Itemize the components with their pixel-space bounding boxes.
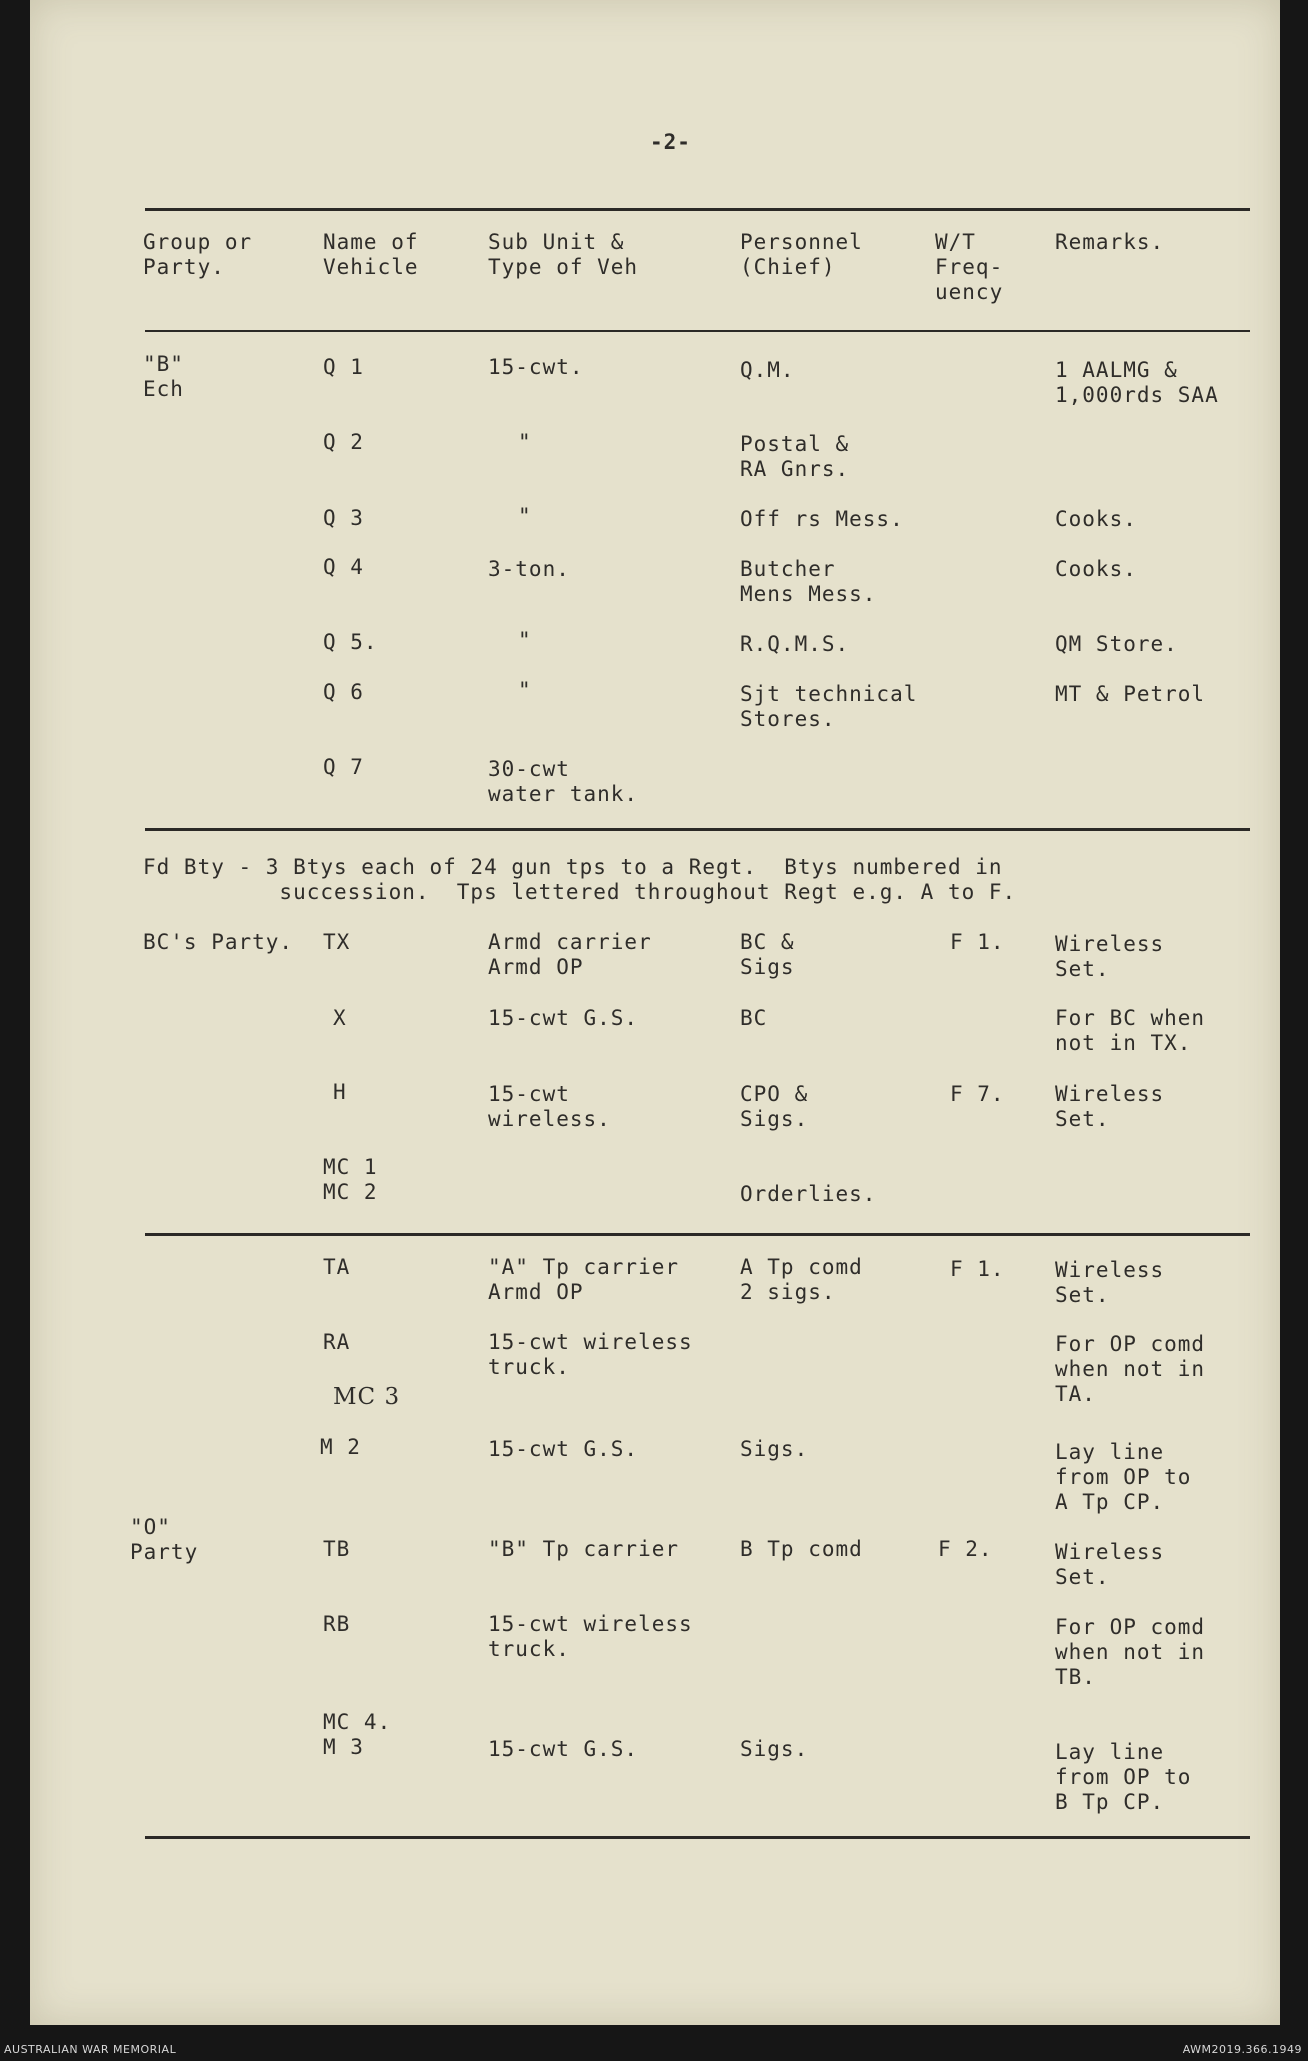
o-freq-5: F 2. — [938, 1537, 993, 1561]
b-ech-type-3: " — [518, 504, 532, 528]
b-ech-pers-2: Postal & RA Gnrs. — [740, 432, 850, 481]
bc-remarks-1: Wireless Set. — [1055, 932, 1165, 981]
bc-type-1: Armd carrier Armd OP — [488, 930, 652, 979]
b-ech-bottom-rule — [145, 828, 1250, 831]
o-pers-1: A Tp comd 2 sigs. — [740, 1255, 863, 1304]
b-ech-pers-5: R.Q.M.S. — [740, 632, 850, 656]
o-type-6: 15-cwt wireless truck. — [488, 1612, 693, 1661]
header-personnel: Personnel (Chief) — [740, 230, 863, 279]
o-type-1: "A" Tp carrier Armd OP — [488, 1255, 680, 1304]
bc-pers-1: BC & Sigs — [740, 930, 795, 979]
bc-freq-3: F 7. — [950, 1082, 1005, 1106]
o-veh-2: RA — [323, 1330, 351, 1354]
b-ech-remarks-4: Cooks. — [1055, 557, 1137, 581]
b-ech-veh-4: Q 4 — [323, 555, 364, 579]
o-remarks-7: Lay line from OP to B Tp CP. — [1055, 1740, 1192, 1814]
header-frequency: W/T Freq- uency — [935, 230, 1004, 304]
page-number: -2- — [650, 130, 691, 154]
bc-remarks-3: Wireless Set. — [1055, 1082, 1165, 1131]
o-pers-4: Sigs. — [740, 1437, 809, 1461]
footer-accession-number: AWM2019.366.1949 — [1182, 2043, 1302, 2056]
bc-party-bottom-rule — [145, 1233, 1250, 1236]
o-remarks-1: Wireless Set. — [1055, 1258, 1165, 1307]
b-ech-veh-6: Q 6 — [323, 680, 364, 704]
header-bottom-rule — [145, 330, 1250, 332]
fd-bty-note: Fd Bty - 3 Btys each of 24 gun tps to a Regt. Btys numbered in succession. Tps lettered throughout Regt e.g. A to F. — [143, 855, 1017, 904]
b-ech-type-2: " — [518, 430, 532, 454]
o-veh-4: M 2 — [320, 1435, 361, 1459]
b-ech-remarks-3: Cooks. — [1055, 507, 1137, 531]
b-ech-veh-1: Q 1 — [323, 355, 364, 379]
b-ech-type-5: " — [518, 628, 532, 652]
b-ech-remarks-1: 1 AALMG & 1,000rds SAA — [1055, 358, 1219, 407]
o-remarks-5: Wireless Set. — [1055, 1540, 1165, 1589]
bc-pers-4: Orderlies. — [740, 1182, 877, 1206]
header-remarks: Remarks. — [1055, 230, 1165, 254]
o-pers-7: Sigs. — [740, 1737, 809, 1761]
bc-type-3: 15-cwt wireless. — [488, 1082, 611, 1131]
b-ech-type-7: 30-cwt water tank. — [488, 757, 639, 806]
bc-veh-1: TX — [323, 930, 351, 954]
b-ech-type-6: " — [518, 678, 532, 702]
bc-veh-3: H — [333, 1080, 347, 1104]
o-veh-1: TA — [323, 1255, 351, 1279]
b-ech-pers-4: Butcher Mens Mess. — [740, 557, 877, 606]
bc-pers-2: BC — [740, 1006, 768, 1030]
header-sub-unit: Sub Unit & Type of Veh — [488, 230, 639, 279]
b-ech-remarks-6: MT & Petrol — [1055, 682, 1206, 706]
bc-veh-2: X — [333, 1006, 347, 1030]
b-ech-veh-2: Q 2 — [323, 430, 364, 454]
bc-pers-3: CPO & Sigs. — [740, 1082, 809, 1131]
header-vehicle: Name of Vehicle — [323, 230, 419, 279]
o-type-5: "B" Tp carrier — [488, 1537, 680, 1561]
group-bc-party: BC's Party. — [143, 930, 294, 954]
b-ech-remarks-5: QM Store. — [1055, 632, 1178, 656]
o-veh-5: TB — [323, 1537, 351, 1561]
o-party-bottom-rule — [145, 1836, 1250, 1839]
header-group: Group or Party. — [143, 230, 253, 279]
o-pers-5: B Tp comd — [740, 1537, 863, 1561]
o-veh-6: RB — [323, 1612, 351, 1636]
o-type-7: 15-cwt G.S. — [488, 1737, 639, 1761]
o-type-4: 15-cwt G.S. — [488, 1437, 639, 1461]
o-veh-3: MC 3 — [333, 1384, 401, 1410]
group-o-party: "O" Party — [130, 1515, 199, 1564]
o-remarks-4: Lay line from OP to A Tp CP. — [1055, 1440, 1192, 1514]
o-remarks-2: For OP comd when not in TA. — [1055, 1332, 1206, 1406]
b-ech-veh-7: Q 7 — [323, 755, 364, 779]
bc-type-2: 15-cwt G.S. — [488, 1006, 639, 1030]
bc-remarks-2: For BC when not in TX. — [1055, 1006, 1206, 1055]
o-remarks-6: For OP comd when not in TB. — [1055, 1615, 1206, 1689]
bc-veh-4: MC 1 MC 2 — [323, 1155, 378, 1204]
b-ech-pers-1: Q.M. — [740, 358, 795, 382]
b-ech-veh-3: Q 3 — [323, 506, 364, 530]
o-type-2: 15-cwt wireless truck. — [488, 1330, 693, 1379]
o-veh-7: MC 4. M 3 — [323, 1710, 392, 1759]
footer-credit: AUSTRALIAN WAR MEMORIAL — [4, 2043, 177, 2056]
bc-freq-1: F 1. — [950, 930, 1005, 954]
b-ech-pers-6: Sjt technical Stores. — [740, 682, 918, 731]
b-ech-pers-3: Off rs Mess. — [740, 507, 904, 531]
o-freq-1: F 1. — [950, 1257, 1005, 1281]
header-top-rule — [145, 208, 1250, 211]
b-ech-type-4: 3-ton. — [488, 557, 570, 581]
b-ech-veh-5: Q 5. — [323, 630, 378, 654]
document-page — [30, 0, 1280, 2025]
group-b-ech: "B" Ech — [143, 352, 184, 401]
b-ech-type-1: 15-cwt. — [488, 355, 584, 379]
